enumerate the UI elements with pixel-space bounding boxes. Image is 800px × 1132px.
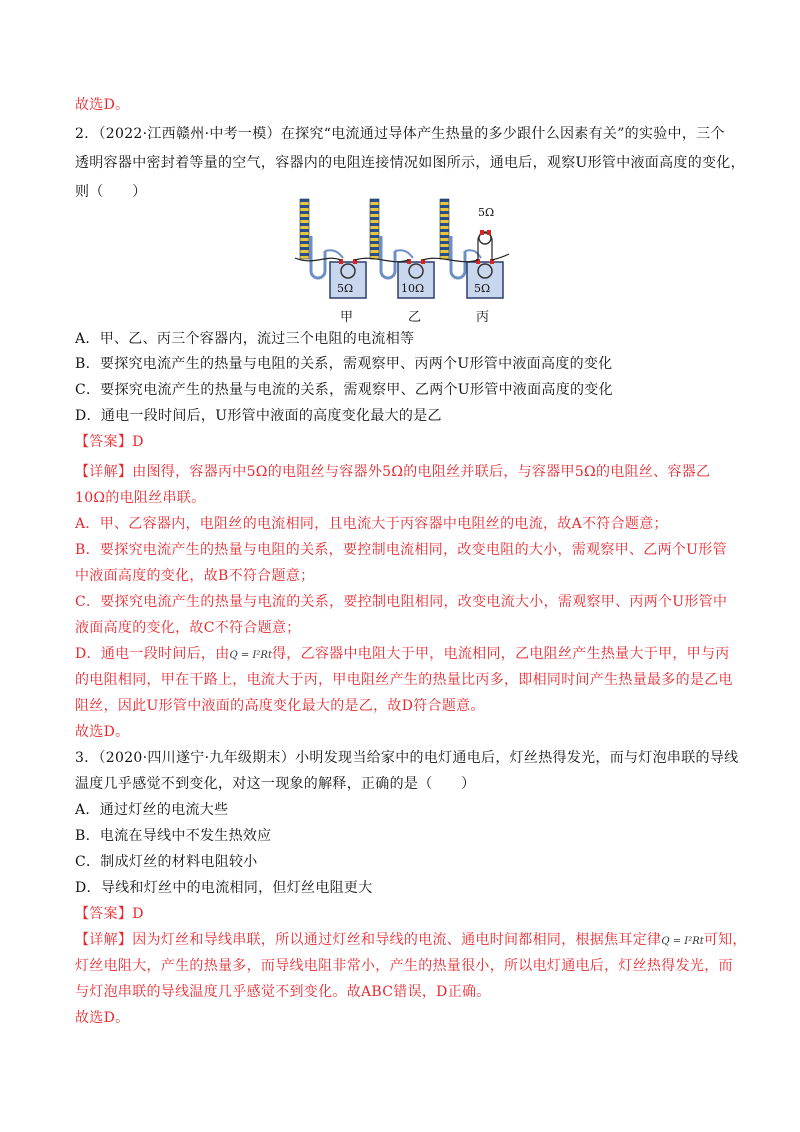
q2-detail-tag: 【详解】 bbox=[75, 464, 133, 480]
q3-answer-tag: 【答案】 bbox=[75, 906, 133, 922]
q3-detail-line-1 bbox=[75, 930, 747, 952]
q2-option-c: C．要探究电流产生的热量与电流的关系，需观察甲、乙两个U形管中液面高度的变化 bbox=[75, 382, 613, 398]
q2-detail-d-3: 阻丝，因此U形管中液面的高度变化最大的是乙，故D符合题意。 bbox=[75, 698, 485, 714]
q3-stem-line-1: 3．（2020·四川遂宁·九年级期末）小明发现当给家中的电灯通电后，灯丝热得发光，而与灯泡串联的导线 bbox=[75, 750, 739, 766]
q3-option-c: C．制成灯丝的材料电阻较小 bbox=[75, 854, 258, 870]
container-jia-name: 甲 bbox=[340, 310, 354, 325]
container-jia-resistor-label: 5Ω bbox=[337, 282, 354, 295]
q3-conclusion: 故选D。 bbox=[75, 1010, 130, 1026]
q3-detail-text-1: 因为灯丝和导线串联，所以通过灯丝和导线的电流、通电时间都相同，根据焦耳定律 bbox=[132, 932, 662, 948]
q2-detail-d-1-start: D．通电一段时间后，由 bbox=[75, 646, 230, 662]
q2-conclusion: 故选D。 bbox=[75, 724, 130, 740]
q2-detail-line-2: 10Ω的电阻丝串联。 bbox=[75, 490, 206, 506]
q2-detail-b-2: 中液面高度的变化，故B不符合题意； bbox=[75, 568, 315, 584]
container-bing-name: 丙 bbox=[476, 310, 490, 325]
q2-option-b: B．要探究电流产生的热量与电阻的关系，需观察甲、丙两个U形管中液面高度的变化 bbox=[75, 356, 613, 372]
q2-detail-line-1 bbox=[75, 462, 710, 482]
scale-yi bbox=[370, 199, 379, 259]
q3-detail-text-1-end: 可知， bbox=[703, 932, 747, 948]
scale-jia bbox=[300, 199, 309, 259]
q3-stem-line-2: 温度几乎感觉不到变化，对这一现象的解释，正确的是（ ） bbox=[75, 776, 476, 792]
q2-answer-tag: 【答案】 bbox=[75, 434, 133, 450]
q3-detail-tag: 【详解】 bbox=[75, 932, 133, 948]
q2-detail-d-2: 的电阻相同，甲在干路上，电流大于丙，甲电阻丝产生的热量比丙多，即相同时间产生热量最多的是乙电 bbox=[75, 672, 733, 688]
q2-answer-value: D bbox=[132, 434, 144, 450]
q2-detail-d-1 bbox=[75, 644, 730, 666]
q2-option-a: A．甲、乙、丙三个容器内，流过三个电阻的电流相等 bbox=[75, 331, 415, 347]
container-bing-resistor-label: 5Ω bbox=[474, 282, 491, 295]
q3-answer bbox=[75, 904, 144, 924]
q2-option-d: D．通电一段时间后，U形管中液面的高度变化最大的是乙 bbox=[75, 408, 442, 424]
q2-detail-a: A．甲、乙容器内，电阻丝的电流相同，且电流大于丙容器中电阻丝的电流，故A不符合题意； bbox=[75, 516, 668, 532]
q2-stem-line-3: 则（ ） bbox=[75, 184, 147, 200]
joule-law-formula: Q = I²Rt bbox=[229, 650, 272, 661]
q2-stem-line-2: 透明容器中密封着等量的空气，容器内的电阻连接情况如图所示，通电后，观察U形管中液面高度的变化， bbox=[75, 155, 745, 171]
joule-law-formula-q3: Q = I²Rt bbox=[661, 936, 704, 947]
q3-answer-value: D bbox=[132, 906, 144, 922]
q3-detail-line-3: 与灯泡串联的导线温度几乎感觉不到变化。故ABC错误，D正确。 bbox=[75, 984, 491, 1000]
q2-detail-c-2: 液面高度的变化，故C不符合题意； bbox=[75, 620, 301, 636]
q2-detail-d-1-end: 得，乙容器中电阻大于甲，电流相同，乙电阻丝产生热量大于甲，甲与丙 bbox=[271, 646, 730, 662]
outside-resistor-label: 5Ω bbox=[478, 206, 495, 219]
q1-conclusion: 故选D。 bbox=[75, 97, 130, 113]
q3-option-a: A．通过灯丝的电流大些 bbox=[75, 802, 229, 818]
q2-detail-b-1: B．要探究电流产生的热量与电阻的关系，要控制电流相同，改变电阻的大小，需观察甲、乙两个U形管 bbox=[75, 542, 727, 558]
q2-experiment-figure bbox=[295, 196, 510, 326]
q2-detail-text-1: 由图得，容器丙中5Ω的电阻丝与容器外5Ω的电阻丝并联后，与容器甲5Ω的电阻丝、容器乙 bbox=[132, 464, 711, 480]
q3-detail-line-2: 灯丝电阻大，产生的热量多，而导线电阻非常小，产生的热量很小，所以电灯通电后，灯丝热得发光，而 bbox=[75, 958, 733, 974]
q3-option-d: D．导线和灯丝中的电流相同，但灯丝电阻更大 bbox=[75, 880, 373, 896]
q3-option-b: B．电流在导线中不发生热效应 bbox=[75, 828, 272, 844]
q2-stem-line-1: 2．（2022·江西赣州·中考一模）在探究“电流通过导体产生热量的多少跟什么因素有关”的实验中，三个 bbox=[75, 126, 725, 142]
q2-answer bbox=[75, 432, 144, 452]
scale-bing bbox=[440, 199, 449, 259]
q2-detail-c-1: C．要探究电流产生的热量与电流的关系，要控制电阻相同，改变电流大小，需观察甲、丙两个U形管中 bbox=[75, 594, 728, 610]
container-yi-resistor-label: 10Ω bbox=[401, 282, 425, 295]
container-yi-name: 乙 bbox=[408, 310, 422, 325]
